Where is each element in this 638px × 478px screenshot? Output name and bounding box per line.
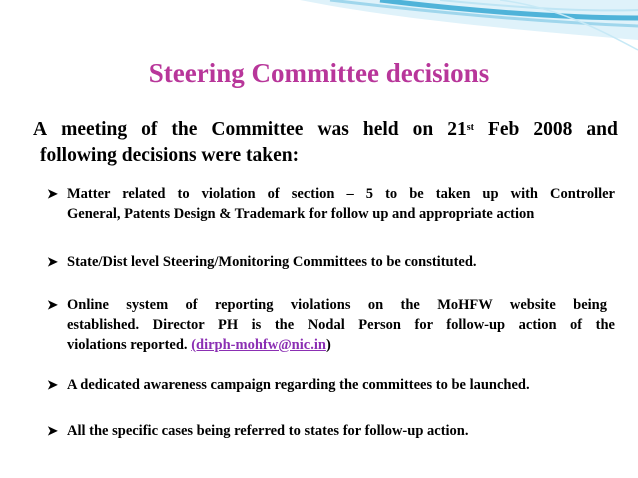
intro-word: A xyxy=(33,119,48,140)
bullet-5-text: All the specific cases being referred to states for follow-up action. xyxy=(67,423,469,439)
header-swoosh-decoration xyxy=(0,0,638,60)
intro-word: 2008 xyxy=(533,119,573,140)
date-suffix: st xyxy=(466,122,474,133)
slide-title: Steering Committee decisions xyxy=(148,58,490,88)
bullet-3-line-1: Online system of reporting violations on the MoHFW website being xyxy=(67,297,607,313)
arrow-bullet-icon: ➤ xyxy=(47,377,58,392)
intro-word: meeting xyxy=(61,119,128,140)
intro-word: of xyxy=(141,119,158,140)
intro-date-day: 21st xyxy=(447,119,474,140)
intro-word: Feb xyxy=(487,119,520,140)
bullet-item-5 xyxy=(47,421,615,441)
bullet-item-4 xyxy=(47,375,615,395)
intro-word: and xyxy=(586,119,618,140)
arrow-bullet-icon: ➤ xyxy=(47,186,58,201)
bullet-1-line-2: General, Patents Design & Trademark for follow up and appropriate action xyxy=(67,206,535,222)
intro-line-2: following decisions were taken: xyxy=(40,145,300,166)
intro-word: on xyxy=(412,119,434,140)
bullet-1-line-1: Matter related to violation of section – 5 to be taken up with Controller xyxy=(67,186,615,202)
bullet-item-2 xyxy=(47,252,615,272)
bullet-item-1 xyxy=(47,184,615,224)
bullet-3-line-2: established. Director PH is the Nodal Person for follow-up action of the xyxy=(67,317,615,333)
arrow-bullet-icon: ➤ xyxy=(47,297,58,312)
intro-word: the xyxy=(171,119,198,140)
intro-word: Committee xyxy=(211,119,304,140)
bullet-3-line-3 xyxy=(67,335,615,355)
email-link[interactable]: (dirph-mohfw@nic.in xyxy=(191,337,326,353)
arrow-bullet-icon: ➤ xyxy=(47,254,58,269)
intro-paragraph xyxy=(33,117,618,169)
intro-word: was xyxy=(317,119,349,140)
bullet-2-text: State/Dist level Steering/Monitoring Committees to be constituted. xyxy=(67,254,477,270)
bullet-3-close-paren: ) xyxy=(325,337,331,353)
arrow-bullet-icon: ➤ xyxy=(47,423,58,438)
bullet-item-3 xyxy=(47,295,615,355)
bullet-3-text: violations reported. xyxy=(67,337,192,353)
intro-word: held xyxy=(362,119,399,140)
bullet-4-text: A dedicated awareness campaign regarding the committees to be launched. xyxy=(67,377,530,393)
